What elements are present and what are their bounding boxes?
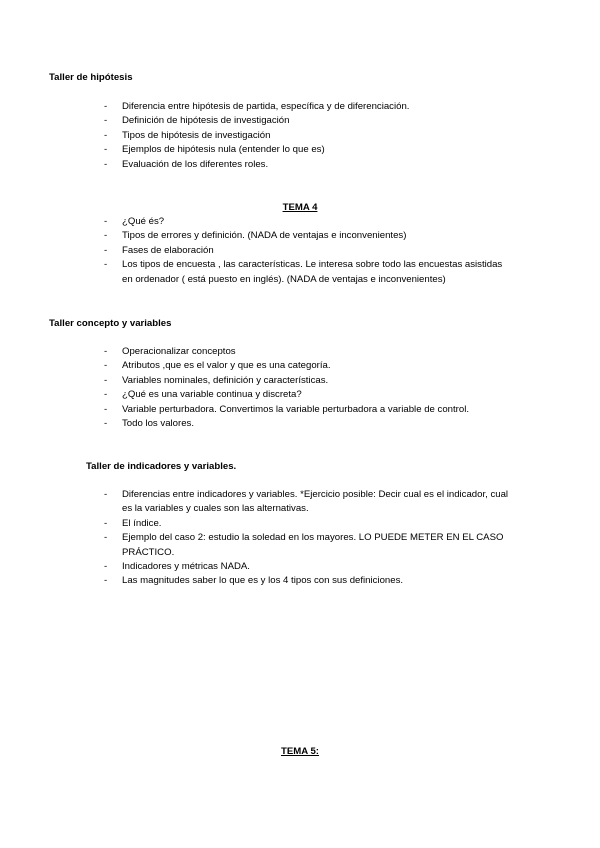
list-item: - ¿Qué es una variable continua y discreta? (104, 388, 489, 402)
list-item: - Operacionalizar conceptos (104, 345, 489, 359)
list-item: - Todo los valores. (104, 417, 489, 431)
list-item: - Diferencia entre hipótesis de partida, específica y de diferenciación. (104, 100, 504, 114)
list-item: - El índice. (104, 517, 514, 531)
list-item: - Atributos ,que es el valor y que es una categoría. (104, 359, 489, 373)
list-taller-concepto (104, 345, 489, 431)
section-title-tema-4: TEMA 4 (282, 202, 318, 213)
list-item: - Indicadores y métricas NADA. (104, 560, 514, 574)
list-item: - Diferencias entre indicadores y variables. *Ejercicio posible: Decir cual es el indicador, cual es la variables y cuales son las alternativas. (104, 488, 514, 517)
list-item: - Tipos de hipótesis de investigación (104, 129, 504, 143)
list-item: - Las magnitudes saber lo que es y los 4 tipos con sus definiciones. (104, 574, 514, 588)
list-item: - Ejemplo del caso 2: estudio la soledad en los mayores. LO PUEDE METER EN EL CASO PRÁCTICO. (104, 531, 514, 560)
section-title-taller-indicadores: Taller de indicadores y variables. (86, 461, 237, 472)
section-title-taller-hipotesis: Taller de hipótesis (49, 72, 133, 83)
list-item: - Ejemplos de hipótesis nula (entender lo que es) (104, 143, 504, 157)
list-item: - Tipos de errores y definición. (NADA de ventajas e inconvenientes) (104, 229, 514, 243)
list-item: - Variable perturbadora. Convertimos la variable perturbadora a variable de control. (104, 403, 489, 417)
list-item: - Variables nominales, definición y características. (104, 374, 489, 388)
list-item: - Definición de hipótesis de investigación (104, 114, 504, 128)
list-item: - Evaluación de los diferentes roles. (104, 158, 504, 172)
list-tema-4 (104, 215, 514, 287)
list-taller-hipotesis (104, 100, 504, 172)
list-item: - ¿Qué és? (104, 215, 514, 229)
section-title-taller-concepto: Taller concepto y variables (49, 318, 172, 329)
list-item: - Fases de elaboración (104, 244, 514, 258)
list-item: - Los tipos de encuesta , las características. Le interesa sobre todo las encuestas asistidas en ordenador ( está puesto en inglés). (NADA de ventajas e inconvenientes) (104, 258, 514, 287)
list-taller-indicadores (104, 488, 514, 589)
section-title-tema-5: TEMA 5: (280, 746, 320, 757)
